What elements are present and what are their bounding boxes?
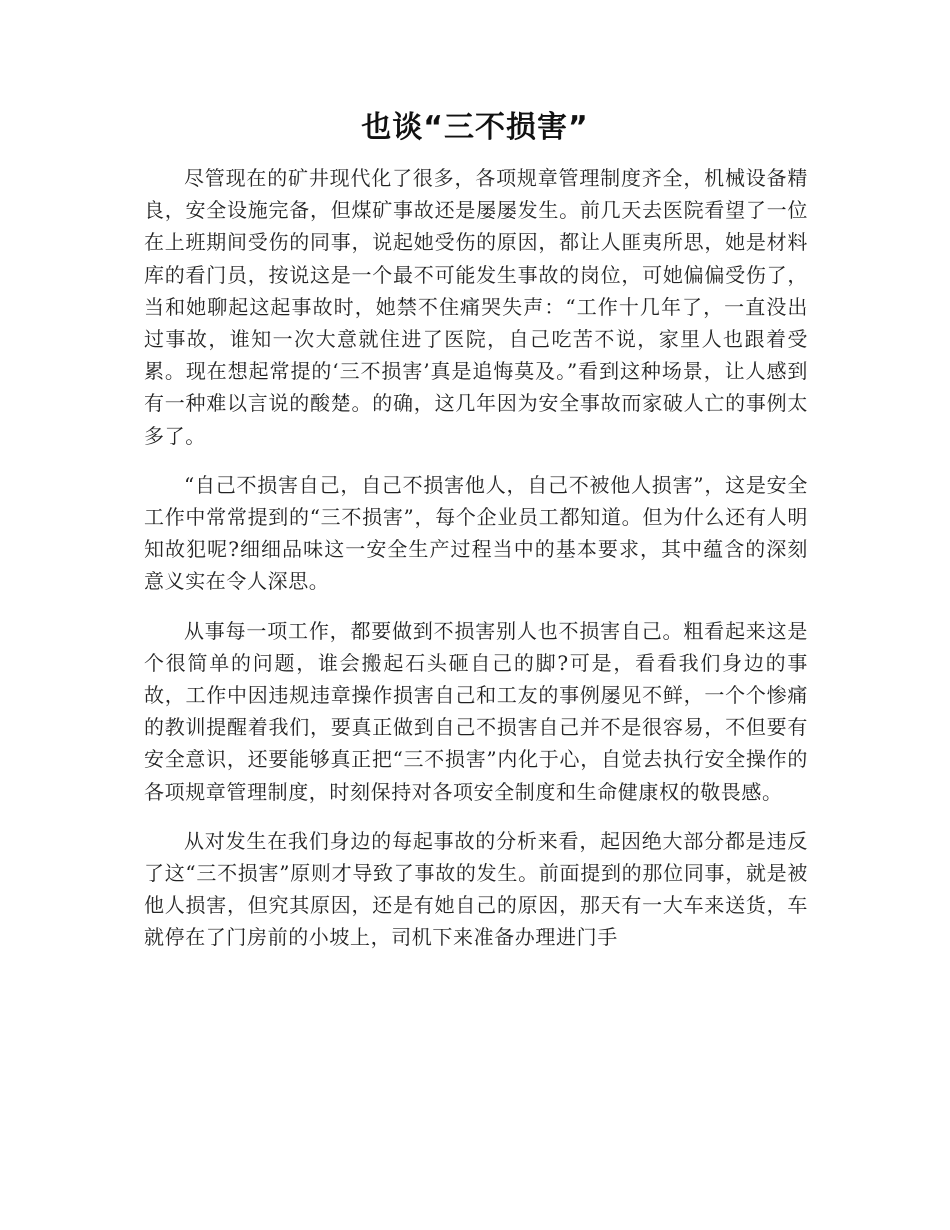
paragraph-3: 从事每一项工作，都要做到不损害别人也不损害自己。粗看起来这是个很简单的问题，谁会搬起石头砸自己的脚?可是，看看我们身边的事故，工作中因违规违章操作损害自己和工友的事例屡见不鲜，一个个惨痛的教训提醒着我们，要真正做到自己不损害自己并不是很容易，不但要有安全意识，还要能够真正把“三不损害”内化于心，自觉去执行安全操作的各项规章管理制度，时刻保持对各项安全制度和生命健康权的敬畏感。 [144, 618, 808, 804]
document-body [144, 162, 808, 971]
paragraph-1: 尽管现在的矿井现代化了很多，各项规章管理制度齐全，机械设备精良，安全设施完备，但煤矿事故还是屡屡发生。前几天去医院看望了一位在上班期间受伤的同事，说起她受伤的原因，都让人匪夷所思，她是材料库的看门员，按说这是一个最不可能发生事故的岗位，可她偏偏受伤了，当和她聊起这起事故时，她禁不住痛哭失声：“工作十几年了，一直没出过事故，谁知一次大意就住进了医院，自己吃苦不说，家里人也跟着受累。现在想起常提的‘三不损害’真是追悔莫及。”看到这种场景，让人感到有一种难以言说的酸楚。的确，这几年因为安全事故而家破人亡的事例太多了。 [144, 166, 808, 448]
document-title: 也谈“三不损害” [361, 110, 589, 145]
paragraph-4: 从对发生在我们身边的每起事故的分析来看，起因绝大部分都是违反了这“三不损害”原则才导致了事故的发生。前面提到的那位同事，就是被他人损害，但究其原因，还是有她自己的原因，那天有一大车来送货，车就停在了门房前的小坡上，司机下来准备办理进门手 [144, 828, 808, 950]
paragraph-2: “自己不损害自己，自己不损害他人，自己不被他人损害”，这是安全工作中常常提到的“三不损害”，每个企业员工都知道。但为什么还有人明知故犯呢?细细品味这一安全生产过程当中的基本要求，其中蕴含的深刻意义实在令人深思。 [144, 472, 808, 594]
